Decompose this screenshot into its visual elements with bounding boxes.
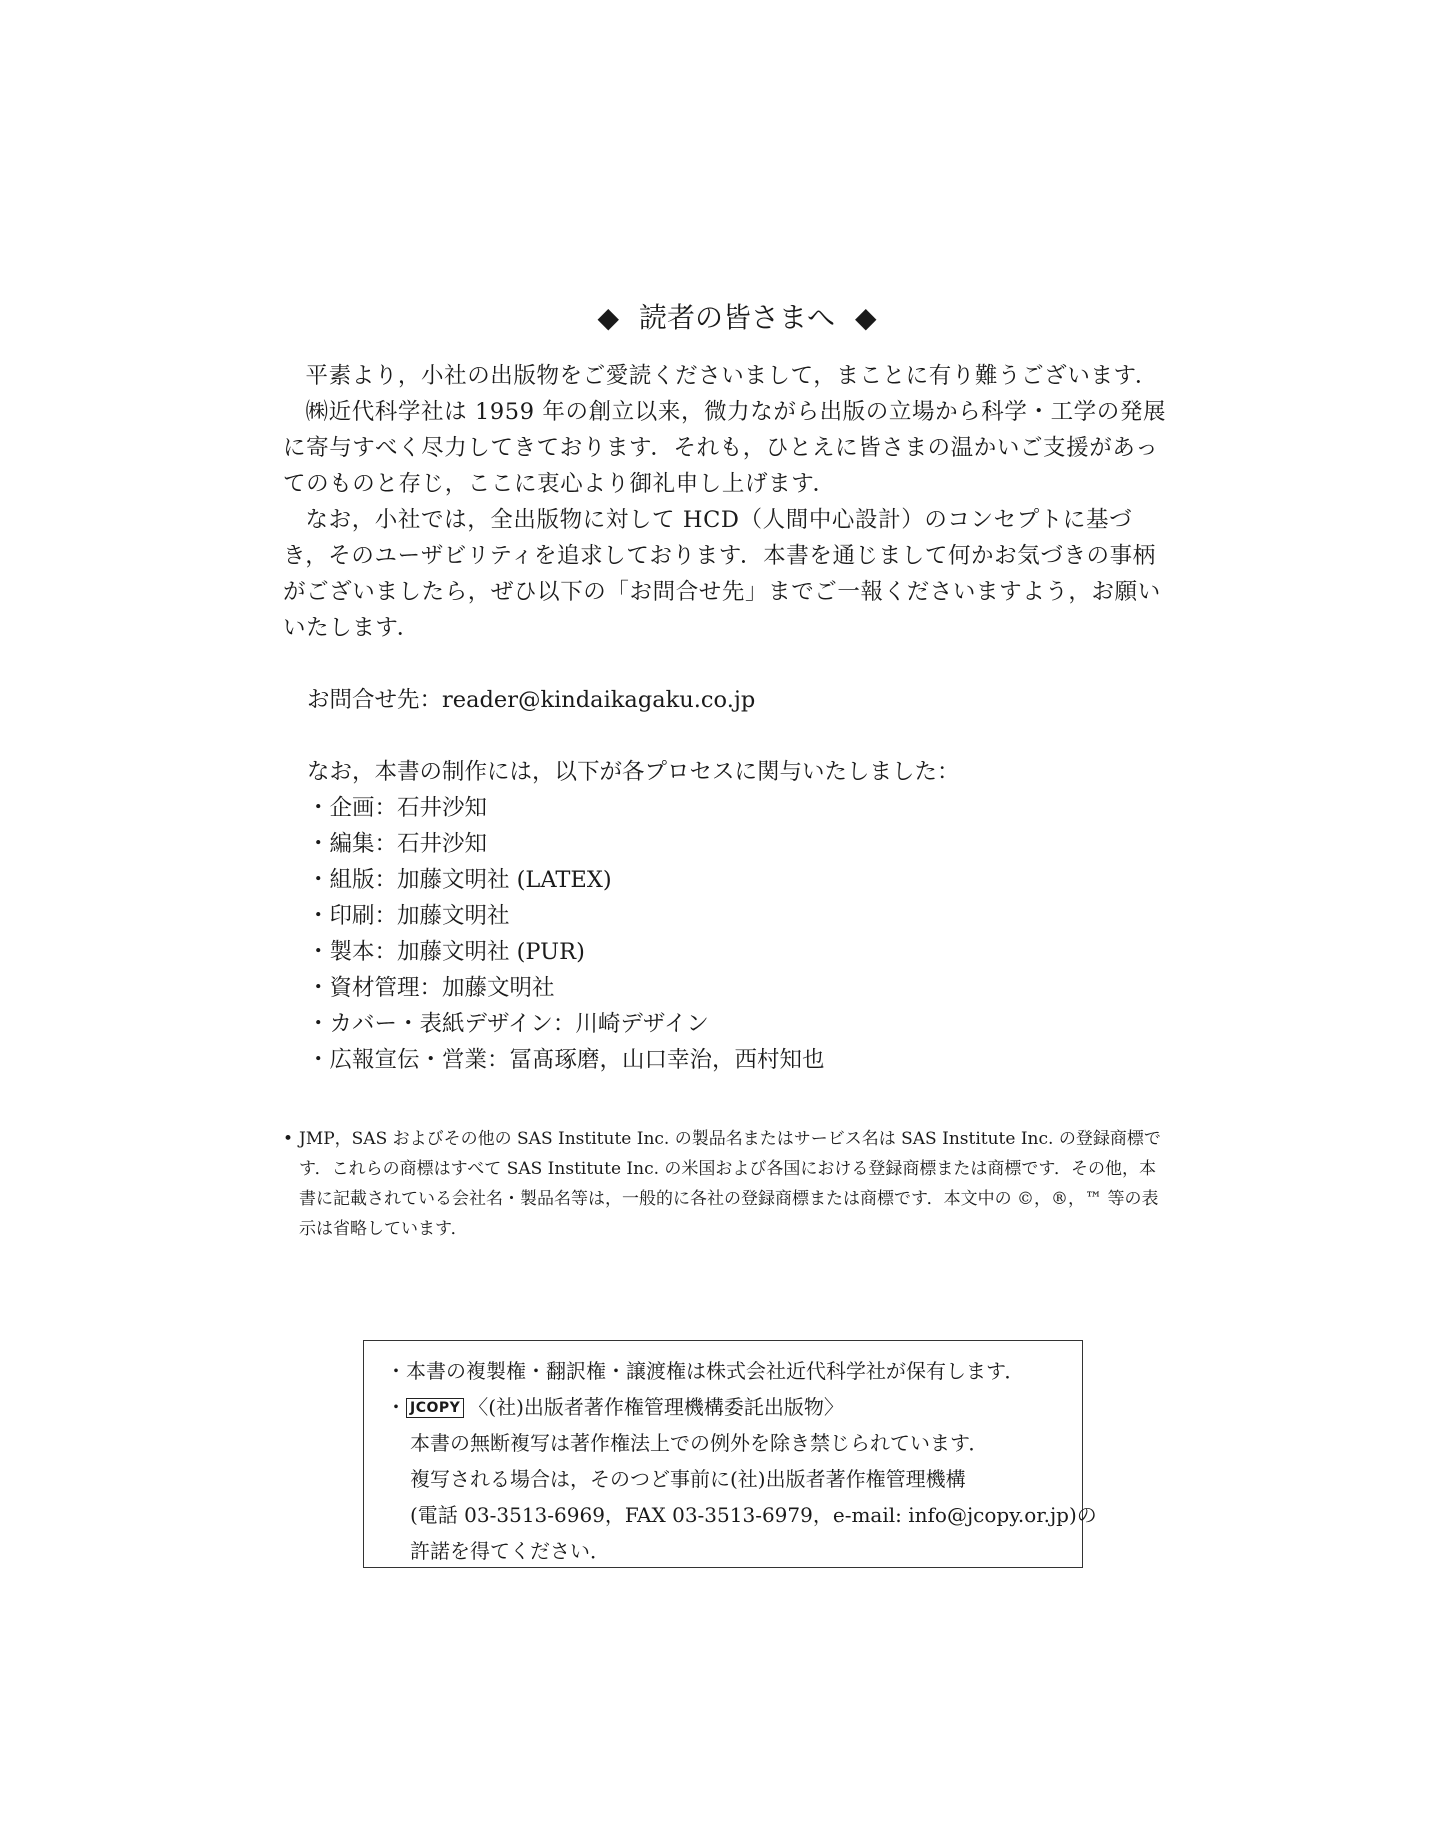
diamond-icon: ◆: [855, 301, 877, 334]
copyright-box: [363, 1340, 1097, 1568]
bullet-icon: •: [283, 1129, 294, 1149]
page-content: [283, 290, 1173, 1244]
process-list: [283, 790, 1173, 1078]
list-item: ・製本：加藤文明社 (PUR): [307, 939, 585, 965]
copyright-line: 本書の無断複写は著作権法上での例外を除き禁じられています．: [410, 1431, 989, 1455]
page-title: ◆ 読者の皆さまへ ◆: [597, 301, 877, 334]
process-intro: なお，本書の制作には，以下が各プロセスに関与いたしました：: [307, 759, 960, 785]
hcd-paragraph: なお，小社では，全出版物に対して HCD（人間中心設計）のコンセプトに基づき，そのユーザビリティを追求しております．本書を通じまして何かお気づきの事柄がございましたら，ぜひ以下の「お問合せ先」までご一報くださいますよう，お願いいたします．: [283, 507, 1161, 641]
trademark-notice: [283, 1124, 1173, 1244]
greeting-paragraph: 平素より，小社の出版物をご愛読くださいまして，まことに有り難うございます．: [305, 363, 1158, 389]
jcopy-text: 〈(社)出版者著作権管理機構委託出版物〉: [468, 1395, 844, 1419]
list-item: ・カバー・表紙デザイン：川崎デザイン: [307, 1011, 709, 1037]
list-item: ・広報宣伝・営業：冨髙琢磨，山口幸治，西村知也: [307, 1047, 825, 1073]
list-item: ・企画：石井沙知: [307, 795, 488, 821]
copyright-line: 複写される場合は，そのつど事前に(社)出版者著作権管理機構: [410, 1467, 966, 1491]
jcopy-line: ・ JCOPY 〈(社)出版者著作権管理機構委託出版物〉: [386, 1395, 844, 1419]
copyright-line: ・本書の複製権・翻訳権・譲渡権は株式会社近代科学社が保有します．: [386, 1359, 1025, 1383]
list-item: ・印刷：加藤文明社: [307, 903, 510, 929]
copyright-line: (電話 03-3513-6969，FAX 03-3513-6979，e-mail: info@jcopy.or.jp)の: [410, 1503, 1097, 1527]
contact-line: お問合せ先：reader@kindaikagaku.co.jp: [307, 687, 756, 713]
jcopy-logo: JCOPY: [406, 1398, 464, 1418]
diamond-icon: ◆: [597, 301, 619, 334]
list-item: ・資材管理：加藤文明社: [307, 975, 555, 1001]
list-item: ・組版：加藤文明社 (LATEX): [307, 867, 612, 893]
list-item: ・編集：石井沙知: [307, 831, 488, 857]
trademark-text: JMP，SAS およびその他の SAS Institute Inc. の製品名またはサービス名は SAS Institute Inc. の登録商標です．これらの商標はすべて SAS Institute Inc. の米国および各国における登録商標または商標です．その他，本書に記載されている会社名・製品名等は，一般的に各社の登録商標または商標です．本文中の ©，®，™ 等の表示は省略しています．: [299, 1129, 1161, 1239]
company-paragraph: ㈱近代科学社は 1959 年の創立以来，微力ながら出版の立場から科学・工学の発展に寄与すべく尽力してきております．それも，ひとえに皆さまの温かいご支援があってのものと存じ，ここに衷心より御礼申し上げます．: [283, 399, 1167, 497]
copyright-line: 許諾を得てください．: [410, 1539, 610, 1563]
